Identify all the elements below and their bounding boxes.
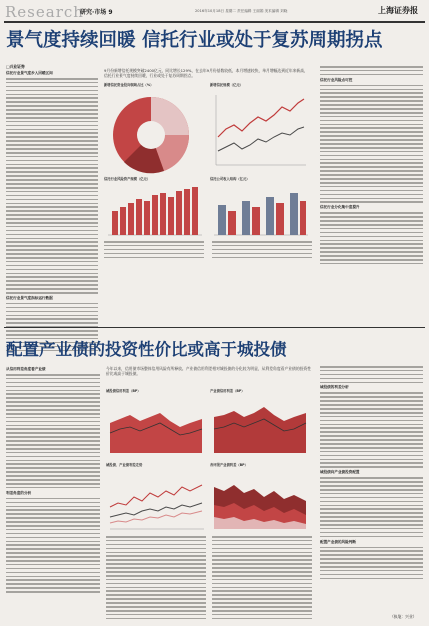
header-rule bbox=[4, 21, 425, 23]
article-divider bbox=[4, 327, 425, 328]
chart-title: 产业债信用利差（BP） bbox=[210, 389, 245, 393]
chart-title: 新增信托规模（亿元） bbox=[210, 83, 243, 87]
subhead: 利差角度的分析 bbox=[6, 490, 32, 495]
article2-headline: 配置产业债的投资性价比或高于城投债 bbox=[6, 340, 287, 359]
issue-info: 2016年10月18日 星期二 责任编辑 王丽娟 美术编辑 刘晓 bbox=[195, 9, 288, 13]
chart-line-2 bbox=[106, 462, 206, 535]
chart-area-1 bbox=[106, 388, 206, 461]
article1-col4 bbox=[320, 66, 423, 267]
chart-line bbox=[210, 82, 310, 179]
chart-pie bbox=[104, 82, 204, 179]
article2-lead: 今年以来，信用债市场整体信用风险有所释放。产业债信用利差相对城投债的分化较为明显，从利差角度看产业债的投资性价比或高于城投债。 bbox=[106, 366, 312, 377]
article1-col2-bottom bbox=[104, 241, 204, 260]
newspaper-logo: 上海证券报 bbox=[378, 5, 418, 15]
chart-title: 各评级产业债利差（BP） bbox=[210, 463, 248, 467]
article1-byline: □兴业证券 bbox=[6, 64, 25, 69]
page-header bbox=[0, 0, 429, 20]
subhead: 城投债向产业债投资配置 bbox=[320, 470, 360, 475]
article1-lead: 9月份新增信托规模突破2400亿元，同比增长129%，在去年9月份基数较低，本月增速较快，单月增幅达到近年来新高，信托行业景气度持续回暖，行业或处于复苏周期拐点。 bbox=[104, 68, 308, 79]
article2-col1 bbox=[6, 366, 100, 595]
subhead: 城投债的利差分析 bbox=[320, 385, 349, 390]
subhead: 从信用利差角度看产业债 bbox=[6, 367, 46, 371]
section-brand: Research bbox=[5, 3, 84, 21]
chart-title: 信托行业风险资产规模（亿元） bbox=[104, 177, 151, 181]
article1-col1 bbox=[6, 70, 98, 353]
chart-bars-2 bbox=[210, 176, 310, 241]
article2-col3-bottom bbox=[212, 536, 312, 622]
chart-title: 城投债信用利差（BP） bbox=[106, 389, 141, 393]
subhead: 信托行业景气度步入回暖区间 bbox=[6, 71, 53, 75]
subhead: 信托行业景气度指标运行数据 bbox=[6, 295, 53, 300]
article1-col3-bottom bbox=[212, 241, 312, 260]
subhead: 信托行业分化集中度提升 bbox=[320, 205, 360, 210]
chart-area-2 bbox=[210, 388, 310, 461]
subhead: 信托行业风险点可控 bbox=[320, 77, 353, 82]
chart-area-3 bbox=[210, 462, 310, 535]
subhead: 配置产业债的风险判断 bbox=[320, 539, 356, 544]
chart-title: 城投债、产业债利差走势 bbox=[106, 463, 143, 467]
chart-title: 新增信托资金投向领域占比（%） bbox=[104, 83, 154, 87]
article2-sign: （执笔：兴业） bbox=[390, 614, 417, 619]
article2-col4 bbox=[320, 366, 423, 582]
section-title: 研究·市场 9 bbox=[80, 9, 113, 16]
article2-col2-bottom bbox=[106, 536, 206, 622]
article1-headline: 景气度持续回暖 信托行业或处于复苏周期拐点 bbox=[6, 30, 383, 51]
chart-bars-1 bbox=[104, 176, 204, 241]
chart-title: 信托公司收入结构（亿元） bbox=[210, 177, 250, 181]
